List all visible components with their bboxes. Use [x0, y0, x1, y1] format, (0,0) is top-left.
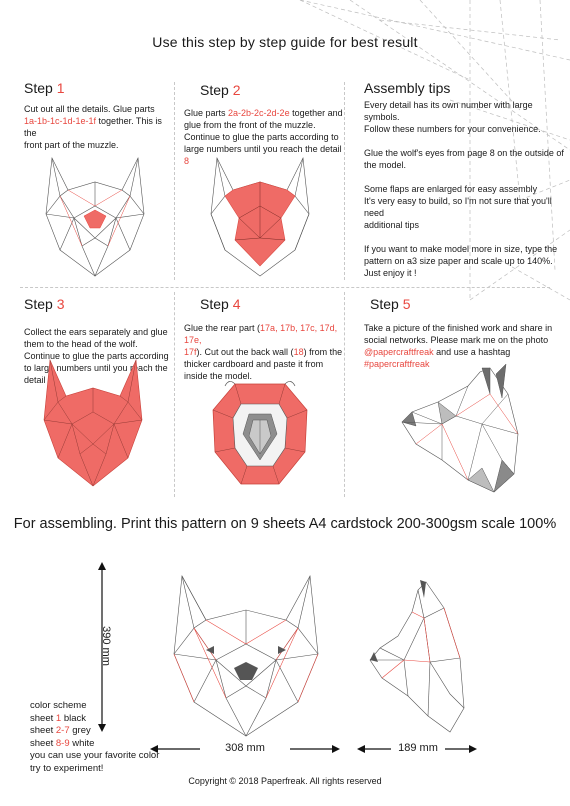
tip-line: Glue the wolf's eyes from page 8 on the outside of [364, 148, 564, 158]
sheet-list [30, 713, 180, 751]
text-run: together. This is the [24, 116, 162, 138]
text-run: them to the head of the wolf. [24, 339, 138, 349]
tip-line: If you want to make model more in size, type the [364, 244, 558, 254]
separator [174, 292, 175, 497]
color-scheme-note: try to experiment! [30, 762, 104, 774]
color-scheme-title: color scheme [30, 700, 87, 711]
step-4-text [184, 322, 344, 382]
step-1-title: Step 1 [24, 80, 65, 96]
text-run: inside the model. [184, 371, 253, 381]
text-run: ) from the [303, 347, 343, 357]
tip-line: Some flaps are enlarged for easy assembly [364, 184, 538, 194]
text-run: and use a hashtag [433, 347, 511, 357]
width-dimension: 308 mm [225, 742, 265, 754]
tips-text [364, 99, 564, 291]
text-run: Cut out all the details. Glue parts [24, 104, 155, 114]
step-text-line [24, 103, 174, 115]
tip-line: the model. [364, 160, 407, 170]
tip-line: pattern on a3 size paper and scale up to 140%. [364, 256, 553, 266]
sheet-range: 1 [55, 712, 62, 724]
text-run: ). Cut out the back wall ( [196, 347, 294, 357]
separator [344, 292, 345, 497]
depth-dimension: 189 mm [398, 742, 438, 754]
sheet-prefix: sheet [30, 737, 56, 749]
step-text-line [364, 346, 564, 358]
page-title: Use this step by step guide for best result [152, 34, 418, 50]
text-run: Continue to glue the parts according [24, 351, 169, 361]
tip-line: Follow these numbers for your convenience. [364, 124, 541, 134]
step-text-line [24, 115, 174, 139]
step-2-title: Step 2 [200, 82, 241, 98]
wolf-head-side-illustration [368, 578, 478, 736]
text-run: detail [24, 375, 49, 385]
text-run: Glue parts [184, 108, 229, 118]
sheet-color: black [61, 712, 87, 724]
assembling-title: For assembling. Print this pattern on 9 sheets A4 cardstock 200-300gsm scale 100% [13, 516, 557, 532]
highlight-text: 2a-2b-2c-2d-2e [228, 108, 290, 118]
separator [344, 82, 345, 280]
step-text-line [24, 326, 174, 338]
tip-paragraph [364, 183, 564, 231]
tip-paragraph [364, 99, 564, 135]
wolf-head-step-2-illustration [205, 156, 315, 278]
color-scheme-legend [30, 700, 180, 775]
tip-paragraph [364, 243, 564, 279]
step-3-title: Step 3 [24, 296, 65, 312]
step-1-text [24, 103, 174, 151]
step-5-title: Step 5 [370, 296, 411, 312]
tip-line: Every detail has its own number with large symbols. [364, 100, 533, 122]
text-run: thicker cardboard and paste it from [184, 359, 324, 369]
wolf-head-step-3-illustration [38, 356, 148, 490]
step-text-line [184, 358, 344, 370]
highlight-text: @papercraftfreak [364, 347, 434, 357]
wolf-head-front-illustration [166, 574, 326, 740]
text-run: glue from the front of the muzzle. [184, 120, 316, 130]
wolf-head-step-1-illustration [40, 156, 150, 278]
step-text-line [24, 338, 174, 350]
highlight-text: #papercraftfreak [364, 359, 430, 369]
sheet-prefix: sheet [30, 712, 56, 724]
text-run: Take a picture of the finished work and share in [364, 323, 553, 333]
text-run: Collect the ears separately and glue [24, 327, 168, 337]
step-text-line [184, 346, 344, 358]
highlight-text: 1a-1b-1c-1d-1e-1f [24, 116, 97, 126]
highlight-text: 8 [184, 156, 190, 166]
highlight-text: 17a, 17b, 17c, 17d, 17e, [184, 323, 338, 345]
text-run: to large numbers until you reach the [24, 363, 168, 373]
step-text-line [184, 322, 344, 346]
separator [174, 82, 175, 280]
sheet-color: white [69, 737, 95, 749]
tip-paragraph [364, 147, 564, 171]
highlight-text: 18 [293, 347, 304, 357]
text-run: front part of the muzzle. [24, 140, 119, 150]
step-text-line [364, 322, 564, 334]
step-text-line [184, 119, 344, 131]
height-dimension: 390 mm [100, 626, 112, 666]
sheet-entry [30, 738, 180, 751]
sheet-entry [30, 713, 180, 726]
step-text-line [184, 131, 344, 143]
tips-title: Assembly tips [364, 80, 451, 96]
copyright: Copyright © 2018 Paperfreak. All rights reserved [188, 776, 382, 786]
sheet-range: 2-7 [55, 725, 70, 736]
text-run: together and [289, 108, 343, 118]
color-scheme-note: you can use your favorite color [30, 750, 160, 761]
highlight-text: 17f [184, 347, 197, 357]
tip-line: Just enjoy it ! [364, 268, 417, 278]
sheet-color: grey [69, 725, 91, 736]
tip-line: It's very easy to build, so I'm not sure that you'll need [364, 196, 552, 218]
wolf-head-step-5-illustration [398, 364, 528, 496]
text-run: social networks. Please mark me on the photo [364, 335, 549, 345]
step-5-text [364, 322, 564, 370]
text-run: large numbers until you reach the detail [184, 144, 342, 154]
step-4-title: Step 4 [200, 296, 241, 312]
sheet-prefix: sheet [30, 725, 56, 736]
step-text-line [184, 107, 344, 119]
sheet-range: 8-9 [55, 737, 70, 749]
sheet-entry [30, 725, 180, 738]
tip-line: additional tips [364, 220, 420, 230]
text-run: Continue to glue the parts according to [184, 132, 339, 142]
wolf-head-step-4-illustration [205, 374, 315, 494]
text-run: Glue the rear part ( [184, 323, 261, 333]
step-text-line [24, 139, 174, 151]
step-text-line [364, 334, 564, 346]
